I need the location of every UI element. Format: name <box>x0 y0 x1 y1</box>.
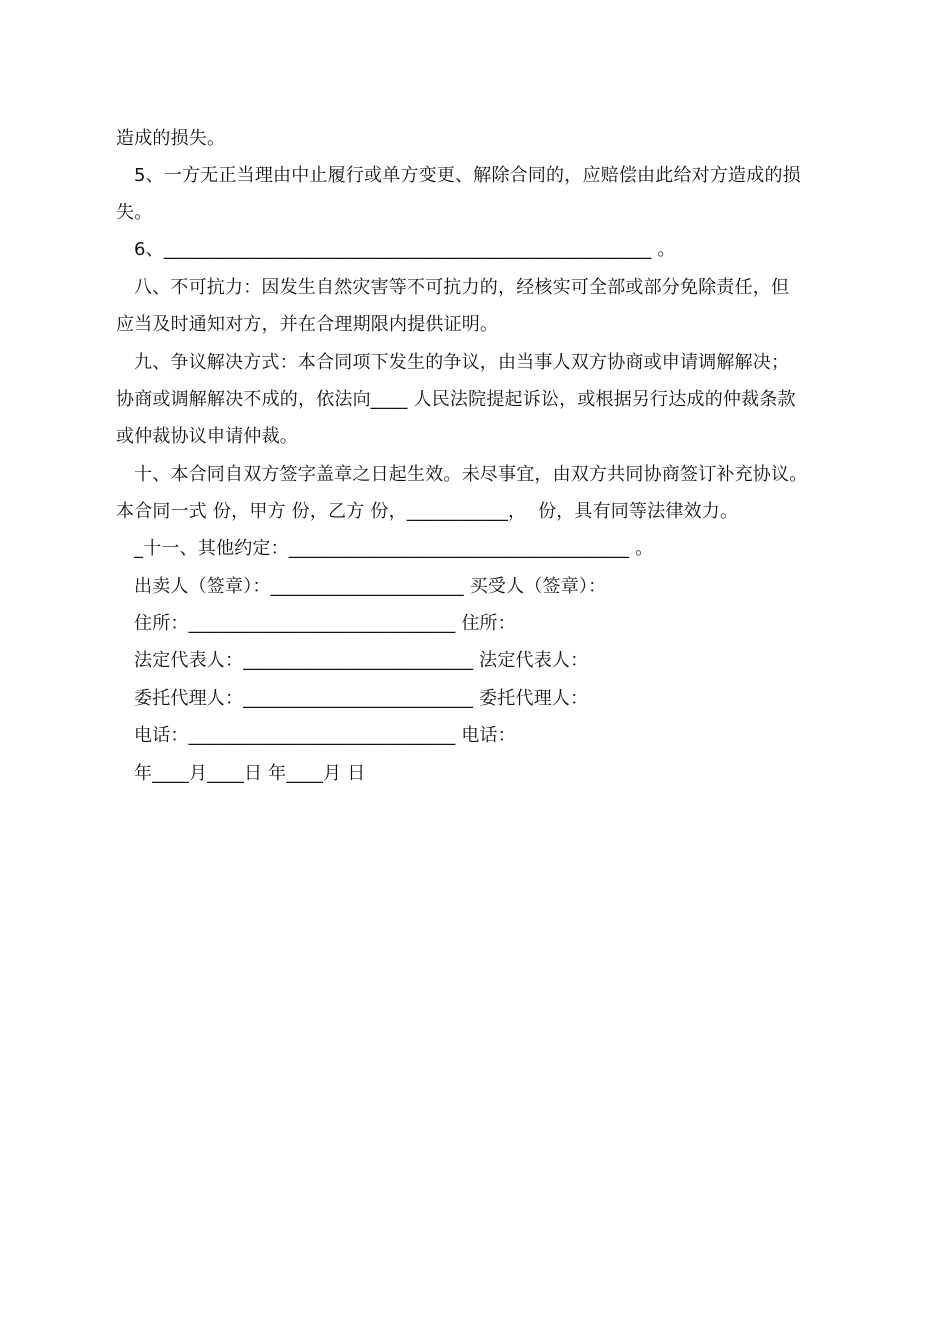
clause-8-continuation: 应当及时通知对方，并在合理期限内提供证明。 <box>116 314 499 335</box>
clause-7-5: 5、一方无正当理由中止履行或单方变更、解除合同的，应赔偿由此给对方造成的损 <box>134 165 801 186</box>
clause-10-effective: 十、本合同自双方签字盖章之日起生效。未尽事宜，由双方共同协商签订补充协议。 <box>134 464 808 485</box>
clause-9-dispute: 九、争议解决方式：本合同项下发生的争议，由当事人双方协商或申请调解解决； <box>134 352 790 373</box>
signature-phone: 电话：_____________________________ 电话： <box>134 725 516 746</box>
clause-9-continuation-1: 协商或调解解决不成的，依法向____ 人民法院提起诉讼，或根据另行达成的仲裁条款 <box>116 389 796 410</box>
signature-seller-buyer: 出卖人（签章）：_____________________ 买受人（签章）： <box>134 576 607 597</box>
clause-9-continuation-2: 或仲裁协议申请仲裁。 <box>116 426 298 447</box>
signature-legal-rep: 法定代表人：_________________________ 法定代表人： <box>134 650 589 671</box>
clause-8-force-majeure: 八、不可抗力：因发生自然灾害等不可抗力的，经核实可全部或部分免除责任，但 <box>134 277 790 298</box>
signature-address: 住所：_____________________________ 住所： <box>134 613 516 634</box>
signature-date: 年____月____日 年____月 日 <box>134 763 366 784</box>
clause-10-copies: 本合同一式 份，甲方 份，乙方 份，___________， 份，具有同等法律效力。 <box>116 501 739 522</box>
signature-agent: 委托代理人：_________________________ 委托代理人： <box>134 688 589 709</box>
clause-7-4-continuation: 造成的损失。 <box>116 128 226 149</box>
clause-7-6-blank: 6、_____________________________________________________ 。 <box>134 239 676 260</box>
clause-7-5-continuation: 失。 <box>116 202 153 223</box>
clause-11-other: _十一、其他约定：_____________________________________ 。 <box>134 538 654 559</box>
